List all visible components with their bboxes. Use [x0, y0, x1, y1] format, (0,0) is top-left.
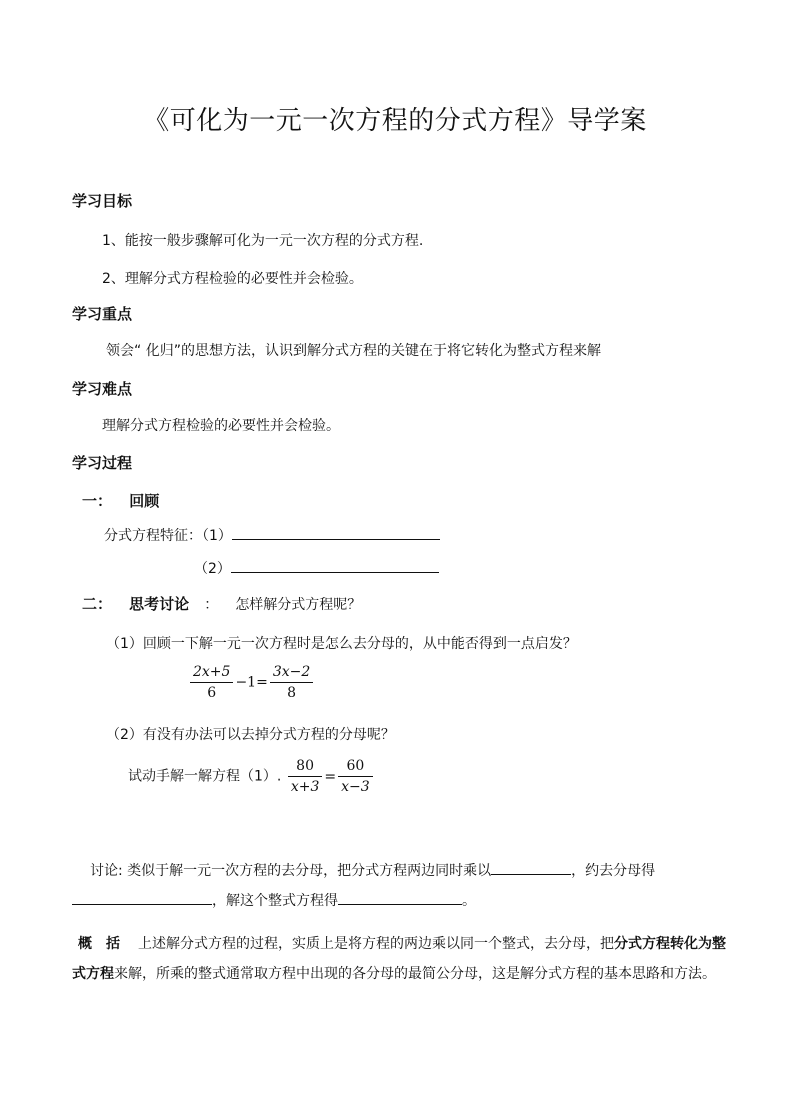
feature-label-2: （2）: [194, 561, 231, 577]
equation-2: [281, 758, 374, 795]
summary-label: 概 括: [78, 936, 120, 952]
key-heading: 学习重点: [72, 305, 133, 323]
eq1-left-fraction: [190, 664, 233, 701]
discussion-text-c: ，解这个整式方程得: [212, 893, 338, 909]
eq2-left-numerator: 80: [288, 758, 323, 777]
review-label: 一：: [82, 492, 113, 510]
discussion-text-b: ，约去分母得: [571, 863, 656, 879]
discussion-text-a: 讨论: 类似于解一元一次方程的去分母，把分式方程两边同时乘以: [90, 863, 492, 879]
eq1-left-numerator: 2x+5: [190, 664, 233, 683]
eq2-right-numerator: 60: [338, 758, 373, 777]
multiplier-blank[interactable]: [491, 860, 571, 875]
eq2-left-fraction: [288, 758, 323, 795]
eq1-middle: −1=: [235, 674, 268, 691]
eq2-right-fraction: [338, 758, 373, 795]
summary-text-2: 来解，所乘的整式通常取方程中出现的各分母的最简公分母，这是解分式方程的基本思路和方法。: [114, 966, 716, 982]
equation-1: [188, 664, 315, 701]
difficulty-heading: 学习难点: [72, 380, 133, 398]
summary-paragraph: [72, 929, 732, 989]
feature-line-2: [194, 558, 439, 578]
discussion-question: 怎样解分式方程呢？: [235, 597, 362, 613]
summary-bold-2: 整式方程: [72, 936, 726, 982]
process-heading: 学习过程: [72, 454, 133, 472]
eq2-right-denominator: x−3: [341, 779, 370, 795]
feature-blank-1[interactable]: [232, 525, 440, 540]
question-2: （2）有没有办法可以去掉分式方程的分母呢？: [106, 727, 395, 743]
review-heading: 回顾: [129, 492, 160, 510]
eq1-right-numerator: 3x−2: [270, 664, 313, 683]
summary-bold-1: 分式方程转化为: [614, 936, 712, 952]
discussion-colon: ：: [204, 597, 219, 613]
summary-text-1: 上述解分式方程的过程，实质上是将方程的两边乘以同一个整式，去分母，把: [138, 936, 614, 952]
feature-label-1: 分式方程特征：（1）: [104, 528, 232, 544]
review-section: [82, 490, 159, 511]
question-1: （1）回顾一下解一元一次方程时是怎么去分母的，从中能否得到一点启发？: [106, 636, 577, 652]
goals-heading: 学习目标: [72, 192, 133, 210]
discussion-line-2: [72, 890, 476, 910]
discussion-label: 二：: [82, 595, 113, 613]
try-label: 试动手解一解方程（1）.: [128, 768, 282, 785]
page-title: 《可化为一元一次方程的分式方程》导学案: [143, 106, 647, 136]
eq2-left-denominator: x+3: [290, 779, 320, 795]
integral-equation-blank[interactable]: [72, 890, 212, 905]
difficulty-text: 理解分式方程检验的必要性并会检验。: [102, 418, 340, 434]
goal-2: 2、理解分式方程检验的必要性并会检验。: [102, 271, 363, 287]
discussion-line-1: [90, 860, 655, 880]
key-text: 领会“ 化归”的思想方法，认识到解分式方程的关键在于将它转化为整式方程来解: [106, 343, 601, 359]
discussion-section: [82, 593, 361, 614]
eq1-left-denominator: 6: [207, 685, 217, 701]
eq1-right-fraction: [270, 664, 313, 701]
eq2-middle: =: [324, 768, 337, 785]
try-equation-line: [128, 758, 375, 795]
solution-blank[interactable]: [338, 890, 462, 905]
discussion-text-d: 。: [462, 893, 476, 909]
feature-blank-2[interactable]: [231, 558, 439, 573]
eq1-right-denominator: 8: [287, 685, 297, 701]
discussion-heading: 思考讨论: [129, 595, 190, 613]
feature-line-1: [104, 525, 440, 545]
goal-1: 1、能按一般步骤解可化为一元一次方程的分式方程.: [102, 233, 424, 249]
